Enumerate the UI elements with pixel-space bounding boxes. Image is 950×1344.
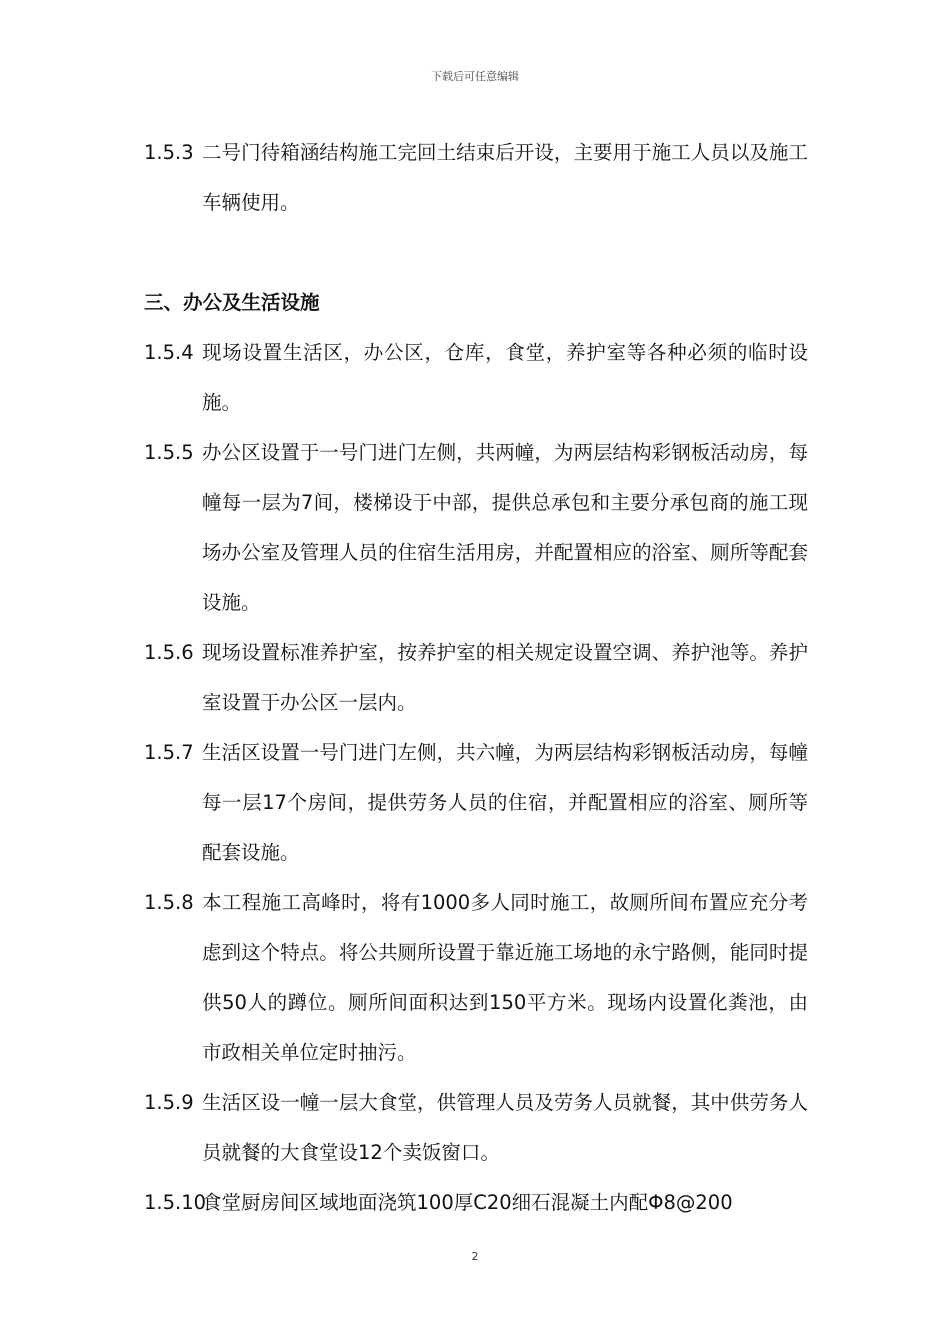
page-header: 下载后可任意编辑	[431, 70, 519, 83]
clause-1-5-4	[144, 328, 808, 428]
section-heading: 三、办公及生活设施	[144, 291, 320, 314]
clause-text: 生活区设置一号门进门左侧，共六幢，为两层结构彩钢板活动房，每幢每一层17个房间，提供劳务人员的住宿，并配置相应的浴室、厕所等配套设施。	[202, 741, 808, 864]
clause-text: 本工程施工高峰时，将有1000多人同时施工，故厕所间布置应充分考虑到这个特点。将公共厕所设置于靠近施工场地的永宁路侧，能同时提供50人的蹲位。厕所间面积达到150平方米。现场内设置化粪池，由市政相关单位定时抽污。	[202, 891, 808, 1064]
clause-1-5-7	[144, 728, 808, 878]
clause-text: 生活区设一幢一层大食堂，供管理人员及劳务人员就餐，其中供劳务人员就餐的大食堂设12个卖饭窗口。	[202, 1091, 808, 1164]
clause-text: 现场设置生活区，办公区，仓库，食堂，养护室等各种必须的临时设施。	[202, 341, 808, 414]
clause-1-5-3	[144, 128, 808, 228]
clause-number: 1.5.8	[144, 891, 194, 914]
clause-1-5-5	[144, 428, 808, 628]
document-body	[144, 128, 808, 1228]
clause-text: 现场设置标准养护室，按养护室的相关规定设置空调、养护池等。养护室设置于办公区一层内。	[202, 641, 808, 714]
clause-text: 办公区设置于一号门进门左侧，共两幢，为两层结构彩钢板活动房，每幢每一层为7间，楼梯设于中部，提供总承包和主要分承包商的施工现场办公室及管理人员的住宿生活用房，并配置相应的浴室、厕所等配套设施。	[202, 441, 808, 614]
clause-text: 二号门待箱涵结构施工完回土结束后开设，主要用于施工人员以及施工车辆使用。	[202, 141, 808, 214]
clause-number: 1.5.4	[144, 341, 194, 364]
clause-1-5-8	[144, 878, 808, 1078]
clause-number: 1.5.10	[144, 1191, 207, 1214]
clause-number: 1.5.6	[144, 641, 194, 664]
clause-1-5-6	[144, 628, 808, 728]
clause-number: 1.5.7	[144, 741, 194, 764]
clause-1-5-10	[144, 1178, 808, 1228]
page-number: 2	[471, 1250, 479, 1263]
clause-1-5-9	[144, 1078, 808, 1178]
clause-text: 食堂厨房间区域地面浇筑100厚C20细石混凝土内配Φ8@200	[202, 1191, 733, 1214]
clause-number: 1.5.5	[144, 441, 194, 464]
clause-number: 1.5.9	[144, 1091, 194, 1114]
clause-number: 1.5.3	[144, 141, 194, 164]
